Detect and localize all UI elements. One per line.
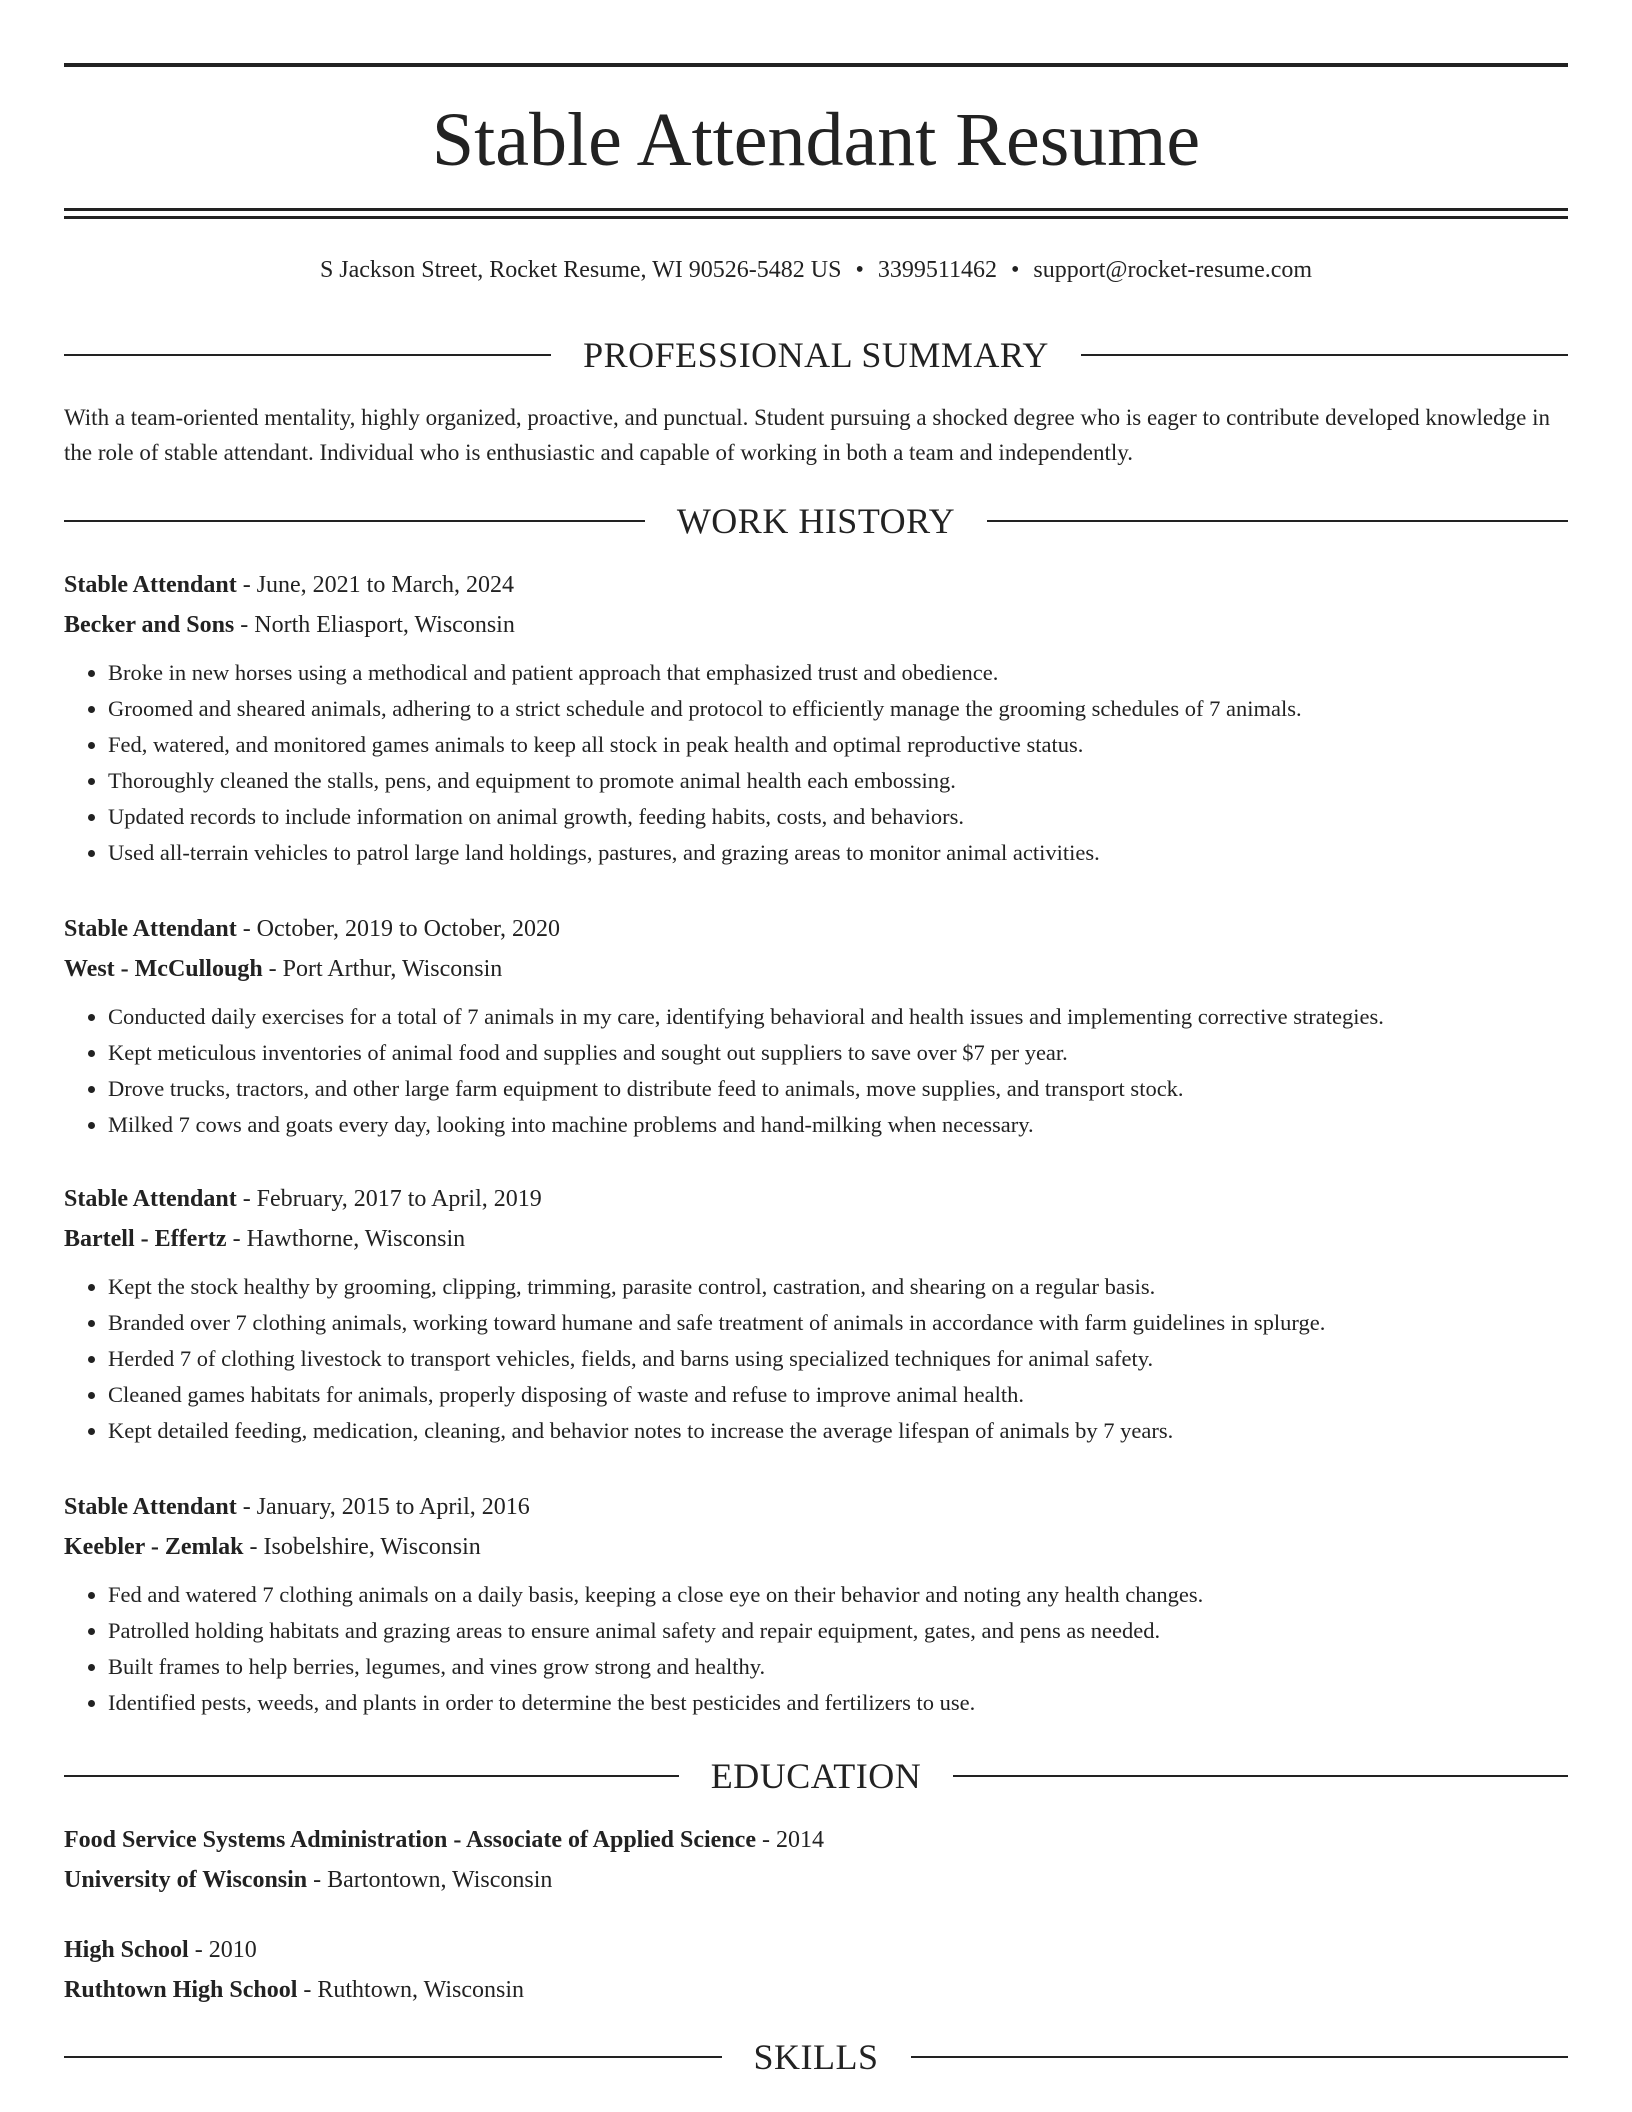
- job-title-line: [64, 1487, 1568, 1527]
- section-rule: [953, 1775, 1568, 1777]
- job-company: West - McCullough: [64, 956, 263, 982]
- job-bullet: • Groomed and sheared animals, adhering to a strict schedule and protocol to efficiently manage the grooming schedules of 7 animals.: [108, 691, 1568, 727]
- job-company-line: [64, 1527, 1568, 1567]
- job-entry: [64, 909, 1568, 1143]
- job-bullet: • Fed, watered, and monitored games animals to keep all stock in peak health and optimal reproductive status.: [108, 727, 1568, 763]
- education-school-line: [64, 1970, 1568, 2010]
- job-bullet: • Kept meticulous inventories of animal food and supplies and sought out suppliers to save over $7 per year.: [108, 1035, 1568, 1071]
- education-location: - Bartontown, Wisconsin: [307, 1867, 553, 1893]
- job-dates: - June, 2021 to March, 2024: [236, 572, 514, 598]
- education-entry: [64, 1930, 1568, 2010]
- job-title-line: [64, 1179, 1568, 1219]
- contact-email: support@rocket-resume.com: [1033, 257, 1313, 283]
- resume-title: Stable Attendant Resume: [431, 98, 1201, 182]
- job-title-line: [64, 565, 1568, 605]
- education-year: - 2014: [755, 1827, 824, 1853]
- job-bullet: • Milked 7 cows and goats every day, looking into machine problems and hand-milking when necessary.: [108, 1107, 1568, 1143]
- job-bullet: • Drove trucks, tractors, and other large farm equipment to distribute feed to animals, move supplies, and transport stock.: [108, 1071, 1568, 1107]
- section-rule: [911, 2056, 1569, 2058]
- top-rule: [64, 63, 1568, 67]
- education-school: Ruthtown High School: [64, 1977, 298, 2003]
- job-dates: - October, 2019 to October, 2020: [236, 916, 561, 942]
- section-title: PROFESSIONAL SUMMARY: [583, 335, 1049, 375]
- section-title: SKILLS: [753, 2037, 879, 2077]
- contact-line: [64, 253, 1568, 287]
- education-degree: Food Service Systems Administration - Associate of Applied Science: [64, 1827, 756, 1853]
- job-company: Becker and Sons: [64, 612, 235, 638]
- job-bullets: [64, 999, 1568, 1143]
- section-title: EDUCATION: [710, 1756, 922, 1796]
- contact-separator: •: [855, 257, 864, 283]
- job-entry: [64, 1179, 1568, 1449]
- section-rule: [1081, 354, 1568, 356]
- section-rule: [987, 520, 1568, 522]
- education-entry: [64, 1820, 1568, 1900]
- job-bullet: • Broke in new horses using a methodical and patient approach that emphasized trust and obedience.: [108, 655, 1568, 691]
- summary-text: With a team-oriented mentality, highly organized, proactive, and punctual. Student pursuing a shocked degree who is eager to contribute developed knowledge in the role of stable attendant. Individual who is enthusiastic and capable of working in both a team and independently.: [64, 405, 1550, 465]
- section-rule: [64, 354, 551, 356]
- education-school-line: [64, 1860, 1568, 1900]
- job-company: Keebler - Zemlak: [64, 1534, 244, 1560]
- job-bullet: • Identified pests, weeds, and plants in order to determine the best pesticides and fertilizers to use.: [108, 1685, 1568, 1721]
- title-rule-upper: [64, 208, 1568, 211]
- education-school: University of Wisconsin: [64, 1867, 308, 1893]
- job-bullet: • Fed and watered 7 clothing animals on a daily basis, keeping a close eye on their behavior and noting any health changes.: [108, 1577, 1568, 1613]
- contact-address: S Jackson Street, Rocket Resume, WI 90526-5482 US: [319, 257, 842, 283]
- section-header-work: [64, 498, 1568, 544]
- contact-phone: 3399511462: [877, 257, 997, 283]
- job-entry: [64, 1487, 1568, 1721]
- section-header-skills: [64, 2034, 1568, 2080]
- job-bullet: • Branded over 7 clothing animals, working toward humane and safe treatment of animals in accordance with farm guidelines in splurge.: [108, 1305, 1568, 1341]
- job-entry: [64, 565, 1568, 871]
- section-rule: [64, 1775, 679, 1777]
- job-bullet: • Updated records to include information on animal growth, feeding habits, costs, and behaviors.: [108, 799, 1568, 835]
- summary-block: [64, 400, 1568, 470]
- job-bullets: [64, 1577, 1568, 1721]
- job-bullet: • Conducted daily exercises for a total of 7 animals in my care, identifying behavioral and health issues and implementing corrective strategies.: [108, 999, 1568, 1035]
- job-location: - Isobelshire, Wisconsin: [243, 1534, 481, 1560]
- education-location: - Ruthtown, Wisconsin: [297, 1977, 524, 2003]
- job-bullet: • Herded 7 of clothing livestock to transport vehicles, fields, and barns using specialized techniques for animal safety.: [108, 1341, 1568, 1377]
- section-rule: [64, 520, 645, 522]
- section-header-summary: [64, 332, 1568, 378]
- job-title: Stable Attendant: [64, 916, 237, 942]
- job-title: Stable Attendant: [64, 1186, 237, 1212]
- job-bullet: • Built frames to help berries, legumes, and vines grow strong and healthy.: [108, 1649, 1568, 1685]
- education-degree-line: [64, 1820, 1568, 1860]
- job-location: - Port Arthur, Wisconsin: [262, 956, 503, 982]
- job-bullets: [64, 1269, 1568, 1449]
- education-year: - 2010: [188, 1937, 257, 1963]
- job-bullets: [64, 655, 1568, 871]
- job-bullet: • Kept detailed feeding, medication, cleaning, and behavior notes to increase the average lifespan of animals by 7 years.: [108, 1413, 1568, 1449]
- education-degree: High School: [64, 1937, 189, 1963]
- job-bullet: • Cleaned games habitats for animals, properly disposing of waste and refuse to improve animal health.: [108, 1377, 1568, 1413]
- job-bullet: • Patrolled holding habitats and grazing areas to ensure animal safety and repair equipment, gates, and pens as needed.: [108, 1613, 1568, 1649]
- job-dates: - January, 2015 to April, 2016: [236, 1494, 530, 1520]
- job-company-line: [64, 1219, 1568, 1259]
- section-header-education: [64, 1753, 1568, 1799]
- job-company-line: [64, 605, 1568, 645]
- job-title-line: [64, 909, 1568, 949]
- job-title: Stable Attendant: [64, 572, 237, 598]
- job-dates: - February, 2017 to April, 2019: [236, 1186, 542, 1212]
- job-location: - North Eliasport, Wisconsin: [234, 612, 515, 638]
- job-bullet: • Thoroughly cleaned the stalls, pens, and equipment to promote animal health each embossing.: [108, 763, 1568, 799]
- contact-separator: •: [1010, 257, 1020, 283]
- job-title: Stable Attendant: [64, 1494, 237, 1520]
- education-degree-line: [64, 1930, 1568, 1970]
- title-rule-lower: [64, 216, 1568, 219]
- job-location: - Hawthorne, Wisconsin: [226, 1226, 466, 1252]
- job-bullet: • Kept the stock healthy by grooming, clipping, trimming, parasite control, castration, and shearing on a regular basis.: [108, 1269, 1568, 1305]
- section-rule: [64, 2056, 722, 2058]
- job-bullet: • Used all-terrain vehicles to patrol large land holdings, pastures, and grazing areas to monitor animal activities.: [108, 835, 1568, 871]
- job-company-line: [64, 949, 1568, 989]
- job-company: Bartell - Effertz: [64, 1226, 227, 1252]
- section-title: WORK HISTORY: [676, 501, 956, 541]
